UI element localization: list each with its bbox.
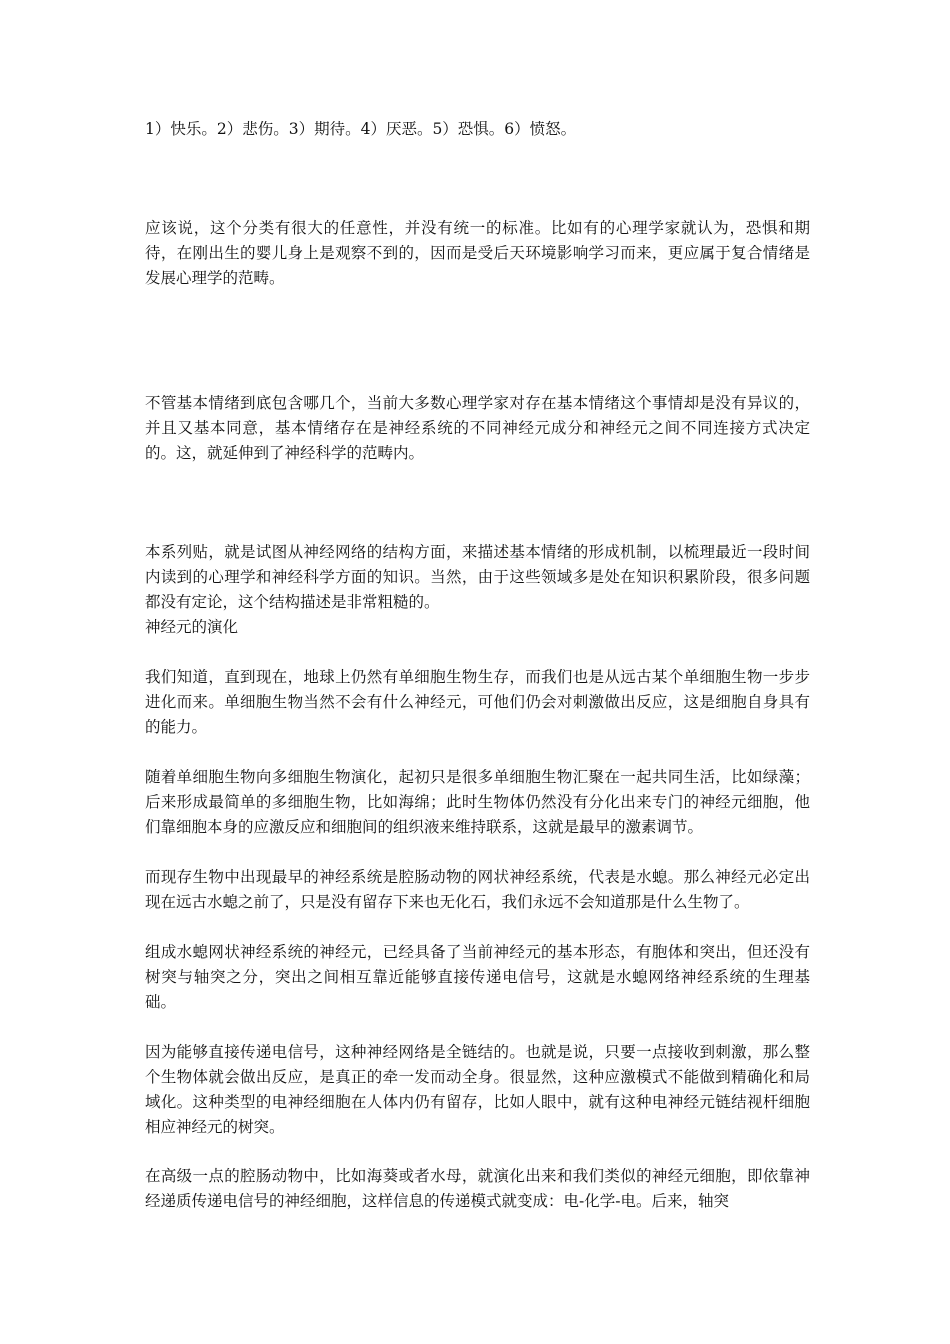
paragraph-basic-emotions-list: 1）快乐。2）悲伤。3）期待。4）厌恶。5）恐惧。6）愤怒。: [145, 120, 577, 138]
paragraph-consensus-on-basic-emotions: 不管基本情绪到底包含哪几个，当前大多数心理学家对存在基本情绪这个事情却是没有异议的，并且又基本同意，基本情绪存在是神经系统的不同神经元成分和神经元之间不同连接方式决定的。这，就延伸到了神经科学的范畴内。: [145, 394, 810, 462]
paragraph-single-cell-organisms: 我们知道，直到现在，地球上仍然有单细胞生物生存，而我们也是从远古某个单细胞生物一步步进化而来。单细胞生物当然不会有什么神经元，可他们仍会对刺激做出反应，这是细胞自身具有的能力。: [145, 668, 810, 736]
paragraph-multicellular-evolution: 随着单细胞生物向多细胞生物演化，起初只是很多单细胞生物汇聚在一起共同生活，比如绿藻；后来形成最简单的多细胞生物，比如海绵；此时生物体仍然没有分化出来专门的神经元细胞，他们靠细胞本身的应激反应和细胞间的组织液来维持联系，这就是最早的激素调节。: [145, 768, 810, 836]
section-heading-neuron-evolution: 神经元的演化: [145, 618, 239, 636]
paragraph-series-introduction: 本系列贴，就是试图从神经网络的结构方面，来描述基本情绪的形成机制，以梳理最近一段时间内读到的心理学和神经科学方面的知识。当然，由于这些领域多是处在知识积累阶段，很多问题都没有定论，这个结构描述是非常粗糙的。: [145, 543, 810, 611]
paragraph-electrical-signal-network: 因为能够直接传递电信号，这种神经网络是全链结的。也就是说，只要一点接收到刺激，那么整个生物体就会做出反应，是真正的牵一发而动全身。很显然，这种应激模式不能做到精确化和局域化。这种类型的电神经细胞在人体内仍有留存，比如人眼中，就有这种电神经元链结视杆细胞相应神经元的树突。: [145, 1043, 810, 1136]
paragraph-hydra-nerve-net: 而现存生物中出现最早的神经系统是腔肠动物的网状神经系统，代表是水螅。那么神经元必定出现在远古水螅之前了，只是没有留存下来也无化石，我们永远不会知道那是什么生物了。: [145, 868, 810, 911]
paragraph-classification-arbitrary: 应该说，这个分类有很大的任意性，并没有统一的标准。比如有的心理学家就认为，恐惧和期待，在刚出生的婴儿身上是观察不到的，因而是受后天环境影响学习而来，更应属于复合情绪是发展心理学的范畴。: [145, 219, 810, 287]
paragraph-chemical-synapse-evolution: 在高级一点的腔肠动物中，比如海葵或者水母，就演化出来和我们类似的神经元细胞，即依靠神经递质传递电信号的神经细胞，这样信息的传递模式就变成：电-化学-电。后来，轴突: [145, 1167, 810, 1210]
paragraph-hydra-neurons: 组成水螅网状神经系统的神经元，已经具备了当前神经元的基本形态，有胞体和突出，但还没有树突与轴突之分，突出之间相互靠近能够直接传递电信号，这就是水螅网络神经系统的生理基础。: [145, 943, 810, 1011]
